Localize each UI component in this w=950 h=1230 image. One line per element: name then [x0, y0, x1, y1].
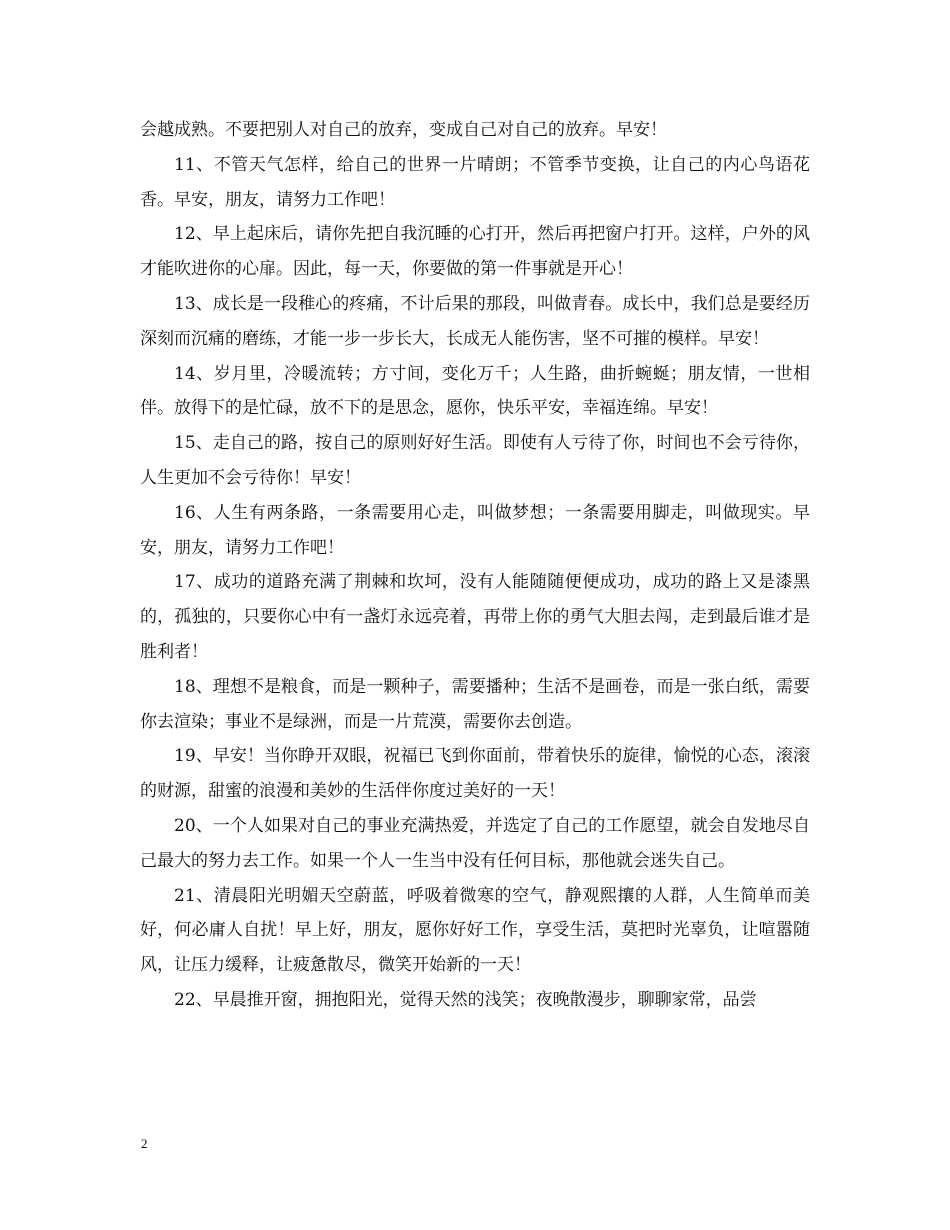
paragraph-17: 17、成功的道路充满了荆棘和坎坷，没有人能随随便便成功，成功的路上又是漆黑的，孤独的，只要你心中有一盏灯永远亮着，再带上你的勇气大胆去闯，走到最后谁才是胜利者！: [140, 572, 810, 662]
page-body: [140, 113, 810, 1018]
paragraph-11: 11、不管天气怎样，给自己的世界一片晴朗；不管季节变换，让自己的内心鸟语花香。早安，朋友，请努力工作吧！: [140, 154, 810, 210]
paragraph-14: 14、岁月里，冷暖流转；方寸间，变化万千；人生路，曲折蜿蜒；朋友情，一世相伴。放得下的是忙碌，放不下的是思念，愿你，快乐平安，幸福连绵。早安！: [140, 363, 810, 419]
paragraph-18: 18、理想不是粮食，而是一颗种子，需要播种；生活不是画卷，而是一张白纸，需要你去渲染；事业不是绿洲，而是一片荒漠，需要你去创造。: [140, 676, 810, 732]
paragraph-12: 12、早上起床后，请你先把自我沉睡的心打开，然后再把窗户打开。这样，户外的风才能吹进你的心扉。因此，每一天，你要做的第一件事就是开心！: [140, 224, 810, 280]
paragraph-16: 16、人生有两条路，一条需要用心走，叫做梦想；一条需要用脚走，叫做现实。早安，朋友，请努力工作吧！: [140, 502, 810, 558]
paragraph-continuation: 会越成熟。不要把别人对自己的放弃，变成自己对自己的放弃。早安！: [140, 120, 667, 140]
paragraph-15: 15、走自己的路，按自己的原则好好生活。即使有人亏待了你，时间也不会亏待你，人生更加不会亏待你！早安！: [140, 433, 810, 488]
paragraph-13: 13、成长是一段稚心的疼痛，不计后果的那段，叫做青春。成长中，我们总是要经历深刻而沉痛的磨练，才能一步一步长大，长成无人能伤害，坚不可摧的模样。早安！: [140, 293, 810, 349]
paragraph-22: 22、早晨推开窗，拥抱阳光，觉得天然的浅笑；夜晚散漫步，聊聊家常，品尝: [174, 989, 757, 1010]
paragraph-19: 19、早安！当你睁开双眼，祝福已飞到你面前，带着快乐的旋律，愉悦的心态，滚滚的财源，甜蜜的浪漫和美妙的生活伴你度过美好的一天！: [140, 746, 810, 802]
paragraph-20: 20、一个人如果对自己的事业充满热爱，并选定了自己的工作愿望，就会自发地尽自己最大的努力去工作。如果一个人一生当中没有任何目标，那他就会迷失自己。: [140, 815, 810, 871]
paragraph-21: 21、清晨阳光明媚天空蔚蓝，呼吸着微寒的空气，静观熙攘的人群，人生简单而美好，何必庸人自扰！早上好，朋友，愿你好好工作，享受生活，莫把时光辜负，让喧嚣随风，让压力缓释，让疲惫散尽，微笑开始新的一天！: [140, 885, 810, 976]
page-number: 2: [141, 1136, 148, 1151]
